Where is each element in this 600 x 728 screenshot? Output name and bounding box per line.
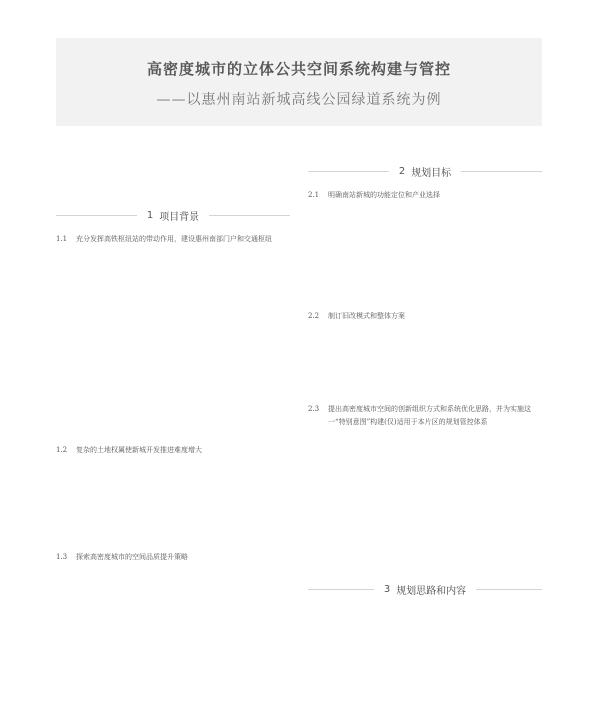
- section-number: 1: [146, 209, 154, 221]
- divider-line: [56, 215, 137, 216]
- item-text: 复杂的土地权属使新城开发推进难度增大: [76, 446, 202, 454]
- list-item-2-3: [308, 403, 548, 447]
- section-number: 2: [398, 165, 406, 177]
- item-number: 2.3: [308, 405, 320, 413]
- item-text: 探索高密度城市的空间品质提升策略: [76, 553, 188, 561]
- item-text: 明确南站新城的功能定位和产业选择: [328, 191, 440, 199]
- item-number: 2.1: [308, 191, 320, 199]
- divider-line: [209, 215, 290, 216]
- section-heading-1: [56, 208, 290, 222]
- divider-line: [461, 171, 542, 172]
- section-label: 规划目标: [411, 167, 452, 179]
- section-heading-3: [308, 582, 542, 596]
- list-item-2-1: [308, 189, 548, 205]
- list-item-1-1: [56, 233, 296, 263]
- item-number: 1.2: [56, 446, 68, 454]
- divider-line: [308, 171, 389, 172]
- list-item-1-2: [56, 444, 296, 460]
- item-text: 提出高密度城市空间的创新组织方式和系统优化思路，并为实施这一“特别意图”构建(仅)适用于本片区的规划管控体系: [328, 405, 531, 426]
- list-item-2-2: [308, 310, 548, 326]
- section-number: 3: [383, 583, 391, 595]
- item-text: 充分发挥高铁枢纽站的带动作用，建设惠州南部门户和交通枢纽: [76, 235, 272, 243]
- section-label: 项目背景: [159, 211, 200, 223]
- divider-line: [476, 589, 542, 590]
- section-label: 规划思路和内容: [396, 585, 467, 597]
- list-item-1-3: [56, 551, 296, 567]
- page-title: 高密度城市的立体公共空间系统构建与管控: [146, 60, 451, 78]
- item-number: 1.3: [56, 553, 68, 561]
- item-number: 2.2: [308, 312, 320, 320]
- item-text: 制订旧改模式和整体方案: [328, 312, 405, 320]
- title-banner: [56, 38, 542, 126]
- page-subtitle: ——以惠州南站新城高线公园绿道系统为例: [156, 92, 442, 108]
- item-number: 1.1: [56, 235, 68, 243]
- divider-line: [308, 589, 374, 590]
- section-heading-2: [308, 164, 542, 178]
